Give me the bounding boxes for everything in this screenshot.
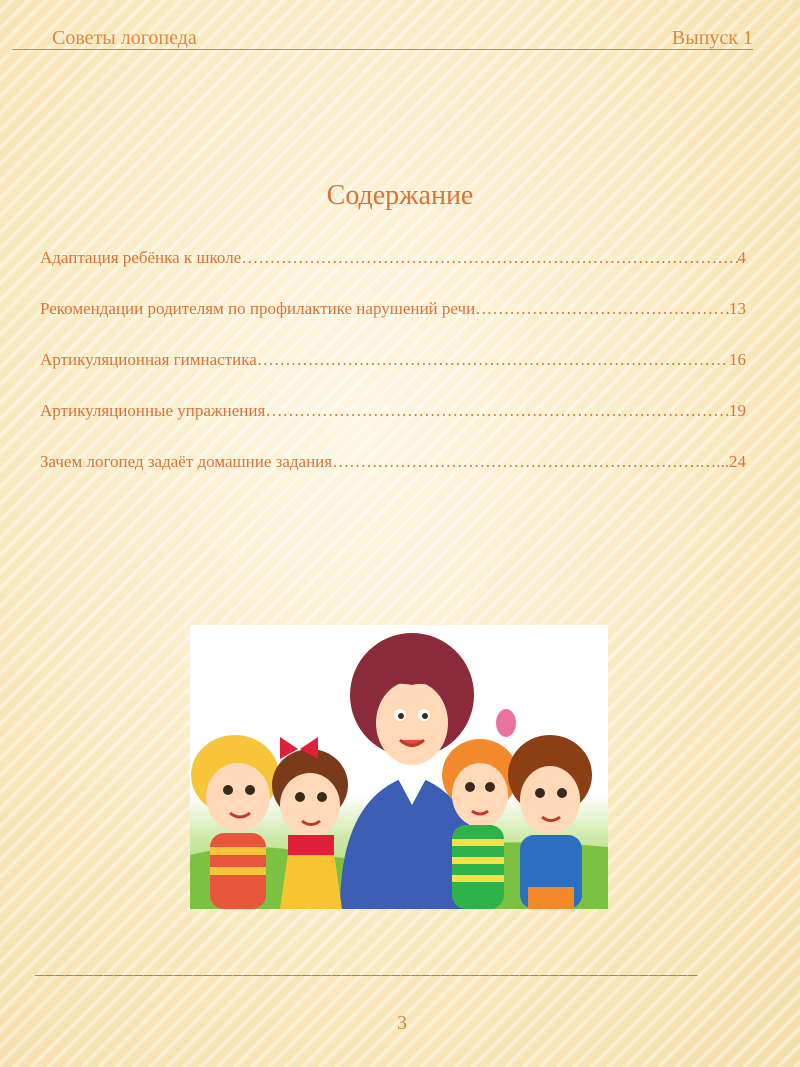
toc-entry-title: Артикуляционные упражнения — [40, 401, 266, 420]
toc-entry-page: 16 — [729, 350, 746, 369]
toc-entry-title: Адаптация ребёнка к школе — [40, 248, 242, 267]
toc-entry-page: 13 — [729, 299, 746, 318]
toc-leader-dots — [475, 299, 729, 319]
toc-entry-page: 19 — [729, 401, 746, 420]
toc-entry[interactable] — [40, 248, 746, 299]
toc-entry[interactable] — [40, 299, 746, 350]
toc-entry-title: Артикуляционная гимнастика — [40, 350, 257, 369]
bottom-divider: ___________________________________________________________________ — [35, 960, 699, 977]
teacher-and-children-illustration — [190, 625, 608, 909]
toc-entry-page: 4 — [737, 248, 746, 267]
toc-entry-title: Зачем логопед задаёт домашние задания — [40, 452, 333, 471]
toc-entry[interactable] — [40, 350, 746, 401]
toc-entry-page: …...24 — [699, 452, 746, 471]
page-title: Содержание — [326, 180, 474, 211]
cartoon-teacher-children-image — [190, 625, 608, 909]
header-issue: Выпуск 1 — [671, 27, 753, 49]
toc-entry[interactable] — [40, 452, 746, 503]
toc-leader-dots — [332, 452, 699, 472]
table-of-contents — [40, 248, 746, 503]
running-header — [12, 27, 753, 50]
page-number: 3 — [397, 1012, 407, 1034]
toc-entry[interactable] — [40, 401, 746, 452]
toc-leader-dots — [257, 350, 729, 370]
header-title: Советы логопеда — [52, 27, 197, 49]
toc-leader-dots — [265, 401, 729, 421]
toc-leader-dots — [241, 248, 737, 268]
toc-entry-title: Рекомендации родителям по профилактике нарушений речи — [40, 299, 476, 318]
